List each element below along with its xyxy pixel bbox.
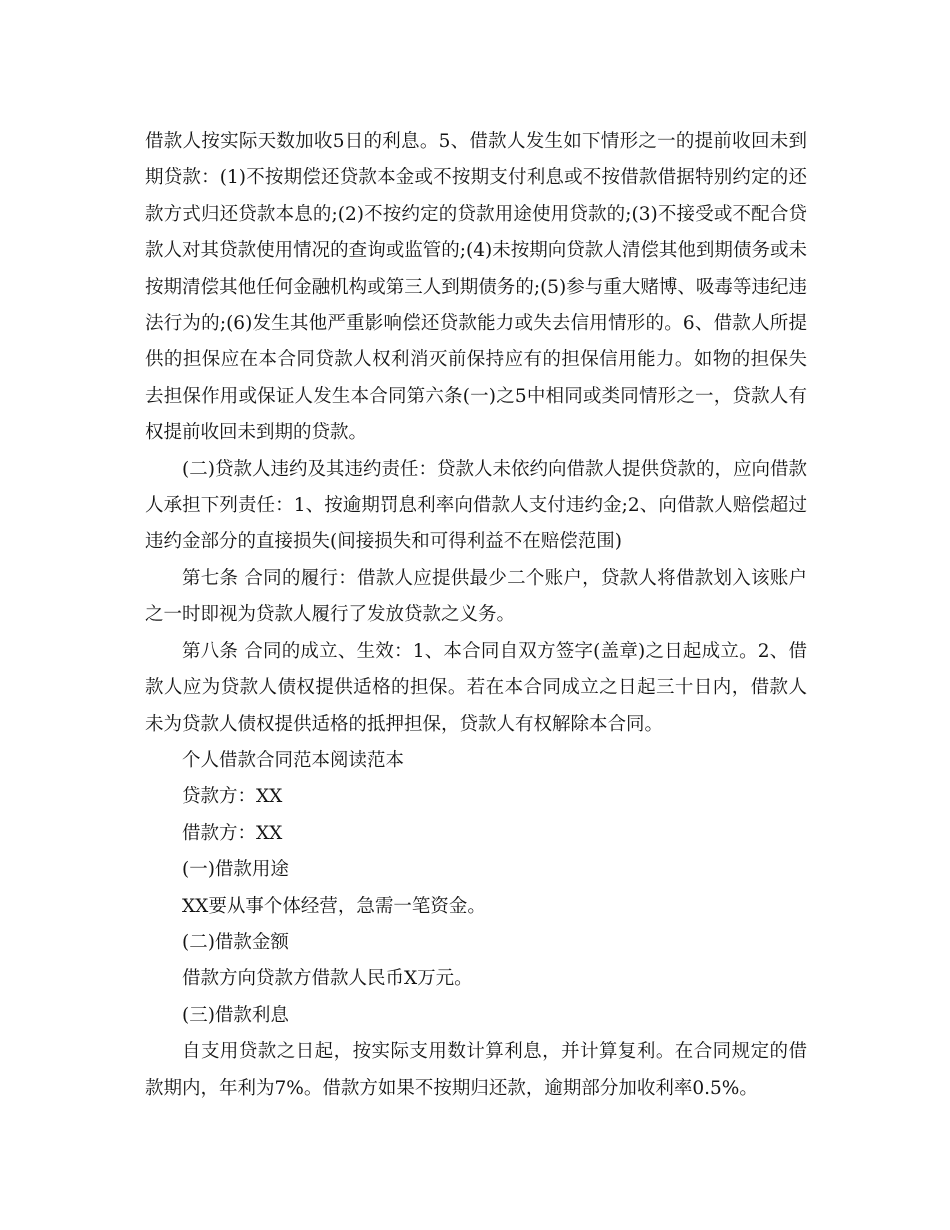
heading-loan-amount: (二)借款金额	[182, 931, 289, 953]
loan-purpose-text: XX要从事个体经营，急需一笔资金。	[182, 895, 486, 917]
borrower-line: 借款方：XX	[182, 822, 283, 844]
paragraph-article-7: 第七条 合同的履行：借款人应提供最少二个账户，贷款人将借款划入该账户之一时即视为贷款人履行了发放贷款之义务。	[145, 567, 807, 626]
document-body	[145, 124, 807, 1107]
paragraph-article-8: 第八条 合同的成立、生效：1、本合同自双方签字(盖章)之日起成立。2、借款人应为贷款人债权提供适格的担保。若在本合同成立之日起三十日内，借款人未为贷款人债权提供适格的抵押担保，贷款人有权解除本合同。	[145, 640, 807, 735]
heading-loan-purpose: (一)借款用途	[182, 859, 289, 881]
loan-amount-text: 借款方向贷款方借款人民币X万元。	[182, 968, 473, 990]
paragraph-early-recall-terms: 借款人按实际天数加收5日的利息。5、借款人发生如下情形之一的提前收回未到期贷款：(1)不按期偿还贷款本金或不按期支付利息或不按借款借据特别约定的还款方式归还贷款本息的;(2)不按约定的贷款用途使用贷款的;(3)不接受或不配合贷款人对其贷款使用情况的查询或监管的;(4)未按期向贷款人清偿其他到期债务或未按期清偿其他任何金融机构或第三人到期债务的;(5)参与重大赌博、吸毒等违纪违法行为的;(6)发生其他严重影响偿还贷款能力或失去信用情形的。6、借款人所提供的担保应在本合同贷款人权利消灭前保持应有的担保信用能力。如物的担保失去担保作用或保证人发生本合同第六条(一)之5中相同或类同情形之一，贷款人有权提前收回未到期的贷款。	[145, 131, 807, 444]
section-title-sample-contract: 个人借款合同范本阅读范本	[182, 749, 405, 771]
loan-interest-text: 自支用贷款之日起，按实际支用数计算利息，并计算复利。在合同规定的借款期内，年利为7%。借款方如果不按期归还款，逾期部分加收利率0.5%。	[145, 1041, 807, 1099]
lender-line: 贷款方：XX	[182, 786, 283, 808]
paragraph-lender-breach: (二)贷款人违约及其违约责任：贷款人未依约向借款人提供贷款的，应向借款人承担下列责任：1、按逾期罚息利率向借款人支付违约金;2、向借款人赔偿超过违约金部分的直接损失(间接损失和可得利益不在赔偿范围)	[145, 458, 807, 553]
heading-loan-interest: (三)借款利息	[182, 1004, 289, 1026]
